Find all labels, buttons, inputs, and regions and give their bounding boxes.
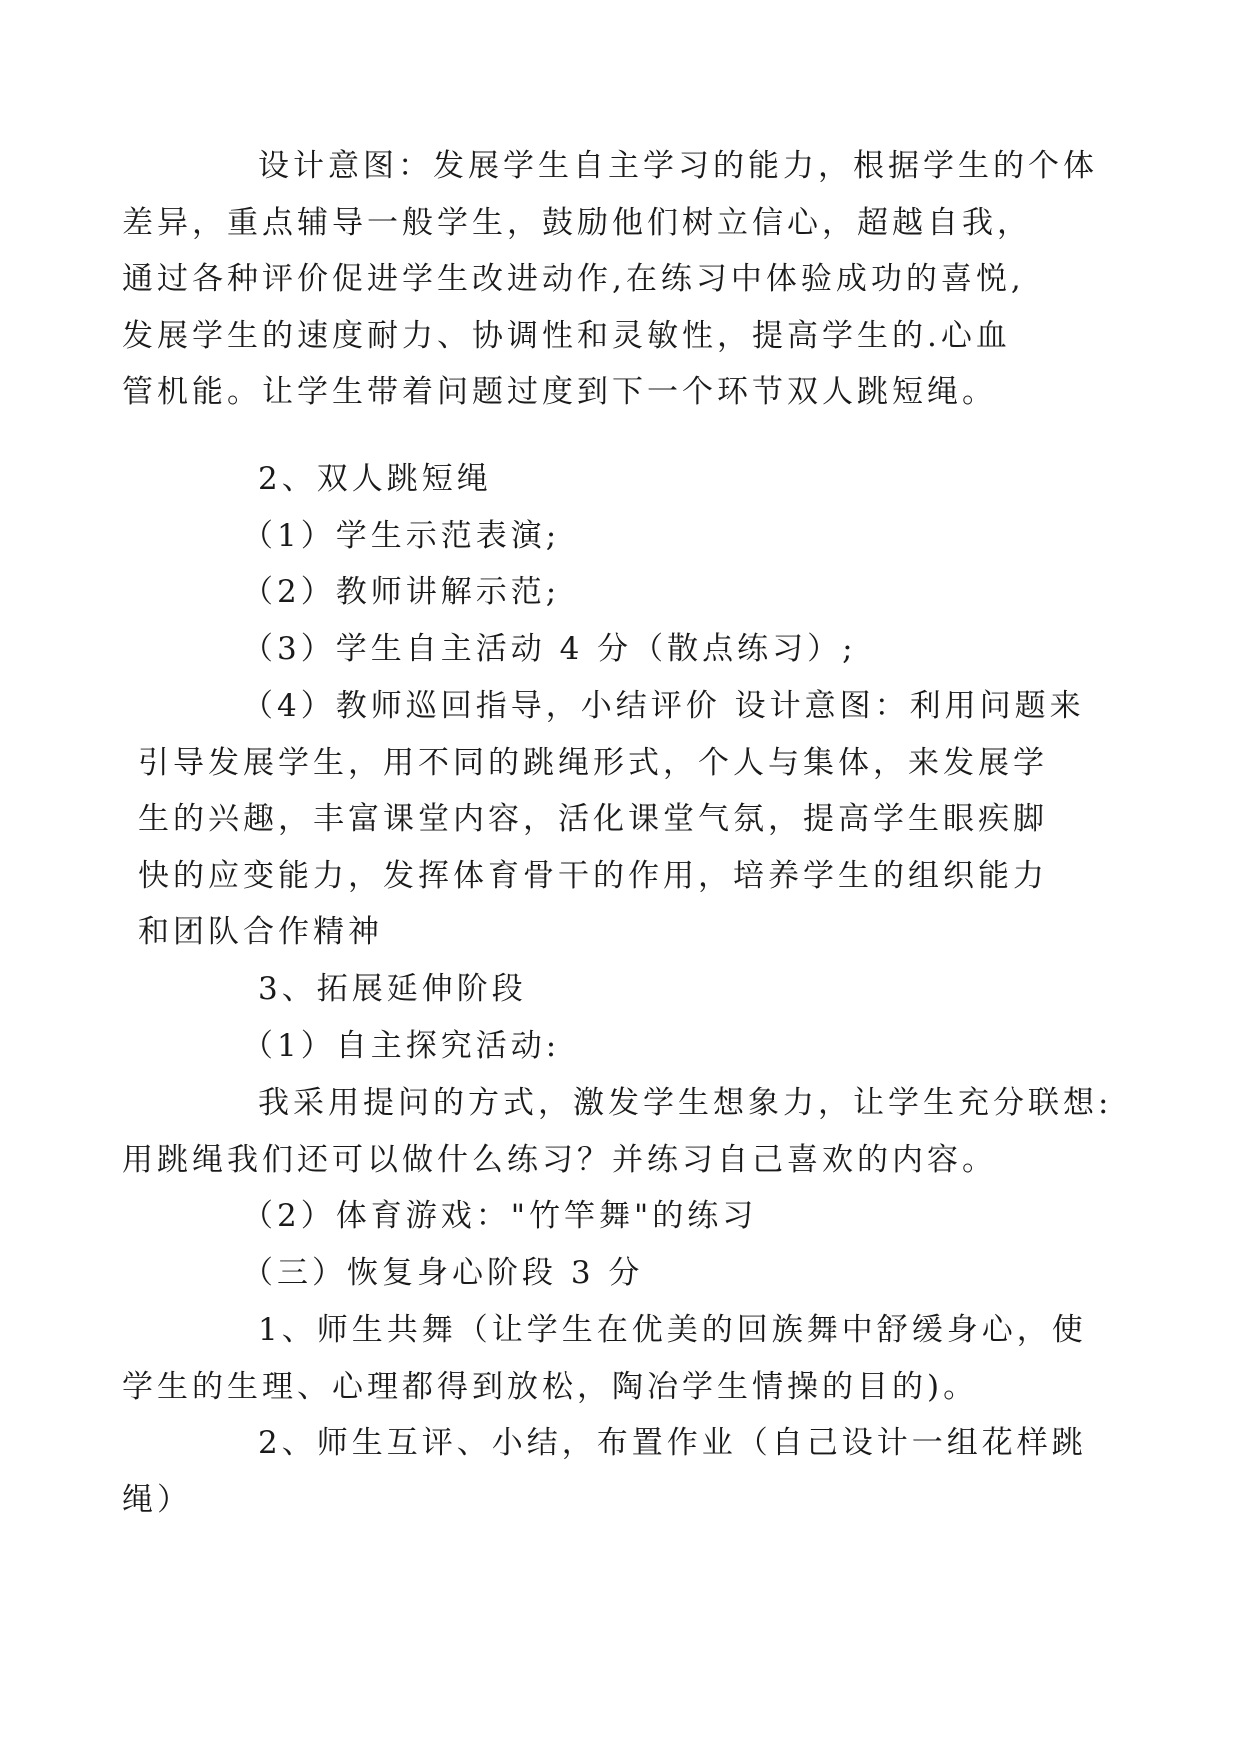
text-line: 用跳绳我们还可以做什么练习？并练习自己喜欢的内容。 (122, 1141, 997, 1178)
text-line: 我采用提问的方式，激发学生想象力，让学生充分联想: (258, 1085, 1113, 1121)
text-line: （三）恢复身心阶段 3 分 (242, 1255, 644, 1291)
text-line: 快的应变能力，发挥体育骨干的作用，培养学生的组织能力 (138, 857, 1048, 894)
list-item-game (190, 1188, 1090, 1245)
paragraph-design-intent-2 (138, 678, 1090, 961)
text-line: 引导发展学生，用不同的跳绳形式，个人与集体，来发展学 (138, 744, 1048, 781)
text-line: 设计意图：发展学生自主学习的能力，根据学生的个体 (258, 148, 1098, 184)
paragraph-design-intent-1 (122, 138, 1098, 421)
text-line: 发展学生的速度耐力、协调性和灵敏性，提高学生的.心血 (122, 317, 1011, 354)
heading-extension-stage (190, 961, 1090, 1018)
heading-double-rope (190, 451, 1090, 508)
list-item-2 (190, 564, 1090, 621)
list-item-inquiry (190, 1018, 1090, 1075)
paragraph-dance (122, 1302, 1090, 1415)
list-item-3 (190, 621, 1090, 678)
text-line: （4）教师巡回指导，小结评价 设计意图：利用问题来 (242, 688, 1085, 724)
text-line: 通过各种评价促进学生改进动作,在练习中体验成功的喜悦, (122, 261, 1025, 298)
text-line: 2、双人跳短绳 (258, 461, 492, 497)
text-line: （2）体育游戏："竹竿舞"的练习 (242, 1198, 758, 1234)
text-line: 生的兴趣，丰富课堂内容，活化课堂气氛，提高学生眼疾脚 (138, 801, 1048, 838)
text-line: 1、师生共舞（让学生在优美的回族舞中舒缓身心，使 (258, 1312, 1087, 1348)
text-line: （3）学生自主活动 4 分（散点练习）; (242, 631, 857, 667)
list-item-1 (190, 508, 1090, 565)
text-line: （1）学生示范表演; (242, 518, 561, 554)
text-line: 差异，重点辅导一般学生，鼓励他们树立信心，超越自我， (122, 204, 1032, 241)
text-line: 学生的生理、心理都得到放松，陶冶学生情操的目的)。 (122, 1368, 979, 1405)
text-line: 和团队合作精神 (138, 914, 383, 951)
text-line: 3、拓展延伸阶段 (258, 971, 527, 1007)
text-line: （2）教师讲解示范; (242, 574, 561, 610)
text-line: 绳） (122, 1481, 192, 1518)
text-line: 2、师生互评、小结，布置作业（自己设计一组花样跳 (258, 1425, 1087, 1461)
heading-recovery-stage (190, 1245, 1090, 1302)
text-line: （1）自主探究活动: (242, 1028, 561, 1064)
paragraph-question-method (122, 1075, 1113, 1188)
paragraph-homework (122, 1415, 1090, 1528)
text-line: 管机能。让学生带着问题过度到下一个环节双人跳短绳。 (122, 374, 997, 411)
